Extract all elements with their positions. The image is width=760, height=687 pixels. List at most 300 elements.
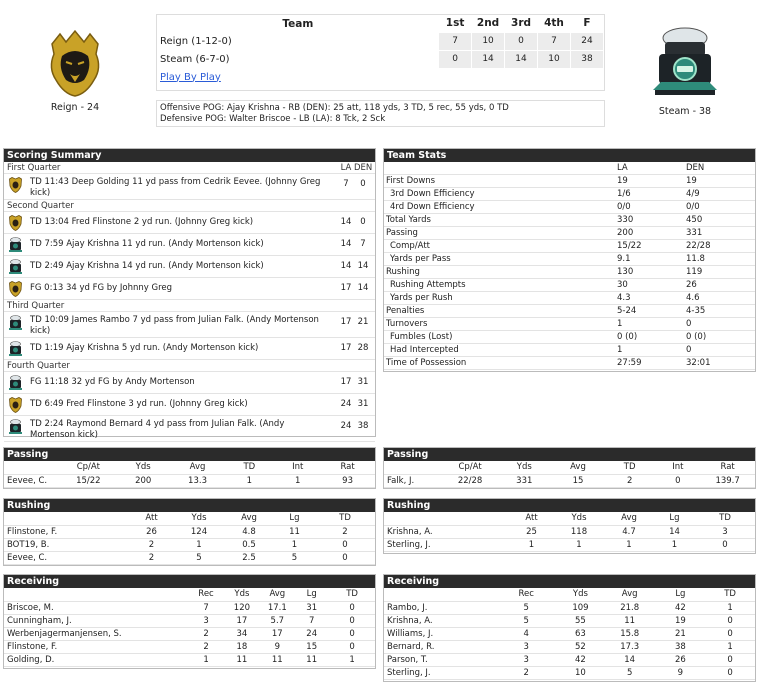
stat-den: 450 — [686, 215, 703, 225]
stat-value: 17 — [271, 628, 283, 639]
stat-label: Penalties — [386, 306, 425, 316]
stat-value: 26 — [146, 526, 157, 537]
stat-label: Comp/Att — [390, 241, 431, 251]
scoring-play-row — [4, 256, 375, 278]
rushing-den-table — [384, 512, 755, 552]
stat-value: 34 — [236, 628, 248, 639]
score-la: 14 — [340, 261, 352, 271]
stat-value: 5 — [196, 552, 202, 563]
stat-value: 21.8 — [620, 602, 640, 613]
rushing-den-panel — [383, 498, 756, 554]
stat-den: 4/9 — [686, 189, 700, 199]
stat-value: 15 — [572, 475, 584, 486]
stat-value: 3 — [523, 654, 529, 665]
stat-value: 0 — [349, 641, 355, 652]
score-la: 24 — [340, 421, 352, 431]
col-yds: Yds — [516, 462, 532, 473]
col-player — [4, 512, 129, 525]
stat-value: 1 — [203, 654, 209, 665]
receiving-la-table — [4, 588, 375, 667]
col-avg: Avg — [241, 513, 257, 524]
col-rec: Rec — [198, 589, 214, 600]
scoring-play-desc: TD 7:59 Ajay Krishna 11 yd run. (Andy Mortenson kick) — [30, 239, 264, 249]
stat-value: 11 — [236, 654, 248, 665]
stat-la: 9.1 — [617, 254, 631, 264]
scoring-play-row — [4, 278, 375, 300]
player-name: Krishna, A. — [387, 615, 433, 626]
scoring-play-row — [4, 212, 375, 234]
receiving-la-panel — [3, 574, 376, 669]
stat-la: 4.3 — [617, 293, 631, 303]
scoring-play-desc: FG 11:18 32 yd FG by Andy Mortenson — [30, 377, 195, 387]
stat-value: 11 — [271, 654, 283, 665]
score-la: 17 — [340, 317, 352, 327]
stat-value: 2 — [203, 628, 209, 639]
stat-value: 38 — [674, 641, 686, 652]
stat-value: 1 — [349, 654, 355, 665]
table-row — [4, 525, 375, 538]
stat-la: 200 — [617, 228, 634, 238]
score-den: 31 — [357, 377, 369, 387]
score-la: 24 — [340, 399, 352, 409]
table-row — [4, 474, 375, 487]
stat-value: 7 — [203, 602, 209, 613]
quarter-header — [4, 300, 375, 312]
passing-den-panel — [383, 447, 756, 489]
col-den: DEN — [354, 163, 373, 173]
table-row — [384, 538, 755, 551]
team-stat-row — [384, 305, 755, 318]
col-cpat: Cp/At — [76, 462, 100, 473]
col-td: TD — [346, 589, 358, 600]
stat-value: 2 — [148, 539, 155, 550]
stat-value: 0 — [722, 539, 728, 550]
stat-value: 0 — [727, 654, 733, 665]
stat-la: 5-24 — [617, 306, 637, 316]
stat-value: 118 — [570, 526, 588, 537]
score-den: 38 — [357, 421, 369, 431]
stat-den: 26 — [686, 280, 697, 290]
team-stat-row — [384, 214, 755, 227]
scoreboard-row-steam — [157, 50, 604, 68]
table-row — [4, 601, 375, 614]
stat-value: 3 — [203, 615, 209, 626]
stat-label: Yards per Rush — [390, 293, 453, 303]
stat-value: 0 — [727, 667, 733, 678]
stat-la: 1 — [617, 345, 623, 355]
player-name: Krishna, A. — [387, 526, 433, 537]
team-stat-row — [384, 344, 755, 357]
score-den: 0 — [360, 179, 366, 189]
score-final: 24 — [570, 32, 603, 50]
team-stats-header-row — [384, 162, 755, 175]
col-player — [384, 512, 509, 525]
col-avg: Avg — [621, 589, 638, 600]
score-la: 17 — [340, 283, 352, 293]
col-att: Att — [525, 513, 538, 524]
scoring-play-desc: TD 10:09 James Rambo 7 yd pass from Julian Falk. (Andy Mortenson kick) — [30, 315, 319, 336]
quarter-header — [4, 162, 375, 174]
stat-label: Rushing Attempts — [390, 280, 466, 290]
stat-value: 26 — [674, 654, 686, 665]
scoring-play-row — [4, 416, 375, 442]
stat-den: 22/28 — [686, 241, 711, 251]
stat-value: 1 — [671, 539, 678, 550]
steam-logo-icon — [8, 341, 23, 357]
team-stat-row — [384, 253, 755, 266]
scoring-play-desc: FG 0:13 34 yd FG by Johnny Greg — [30, 283, 173, 293]
stat-value: 15/22 — [76, 475, 101, 486]
score-la: 14 — [340, 239, 352, 249]
col-td: TD — [243, 462, 256, 473]
stat-value: 2 — [148, 552, 155, 563]
scoring-play-desc: TD 11:43 Deep Golding 11 yd pass from Cedrik Eevee. (Johnny Greg kick) — [30, 177, 321, 198]
col-player — [4, 461, 62, 474]
col-avg: Avg — [570, 462, 586, 473]
team-stat-row — [384, 331, 755, 344]
stat-la: 130 — [617, 267, 634, 277]
player-name: Eevee, C. — [7, 475, 48, 486]
player-name: Golding, D. — [7, 654, 55, 665]
col-player — [4, 588, 189, 601]
col-la: LA — [340, 163, 352, 173]
team-stat-row — [384, 318, 755, 331]
steam-logo-icon — [8, 315, 23, 331]
stat-value: 9 — [274, 641, 281, 652]
col-int: Int — [672, 462, 684, 473]
col-lg: Lg — [306, 589, 317, 600]
stat-value: 11 — [306, 654, 318, 665]
stat-value: 1 — [626, 539, 632, 550]
stat-label: Total Yards — [386, 215, 431, 225]
stat-value: 93 — [342, 475, 353, 486]
stat-den: 119 — [686, 267, 703, 277]
stat-label: Yards per Pass — [390, 254, 451, 264]
table-row — [4, 653, 375, 666]
stat-value: 19 — [674, 615, 686, 626]
col-4th: 4th — [544, 17, 564, 30]
stat-label: Passing — [386, 228, 418, 238]
stat-value: 14 — [624, 654, 636, 665]
stat-den: 4-35 — [686, 306, 706, 316]
stat-value: 1 — [196, 539, 202, 550]
stat-value: 7 — [308, 615, 315, 626]
scoring-play-row — [4, 338, 375, 360]
stat-value: 4.7 — [622, 526, 636, 537]
stat-value: 124 — [190, 526, 208, 537]
stat-den: 0 — [686, 345, 692, 355]
stat-value: 4.8 — [242, 526, 256, 537]
receiving-la-title: Receiving — [4, 575, 375, 588]
team-stats-panel — [383, 148, 756, 372]
stat-value: 15 — [306, 641, 318, 652]
table-row — [384, 601, 755, 614]
receiving-den-table — [384, 588, 755, 680]
col-yds: Yds — [572, 589, 588, 600]
col-td: TD — [724, 589, 736, 600]
offensive-pog: Offensive POG: Ajay Krishna - RB (DEN): 25 att, 118 yds, 3 TD, 5 rec, 55 yds, 0 TD — [160, 103, 509, 113]
stat-value: 63 — [575, 628, 586, 639]
reign-logo[interactable] — [44, 28, 106, 98]
player-name: Werbenjagermanjensen, S. — [7, 628, 122, 639]
table-row — [384, 614, 755, 627]
score-den: 14 — [357, 283, 369, 293]
stat-value: 2 — [523, 667, 529, 678]
stat-value: 0 — [342, 552, 348, 563]
table-row — [4, 538, 375, 551]
score-la: 17 — [340, 343, 352, 353]
stat-value: 0 — [727, 615, 733, 626]
scoring-play-row — [4, 372, 375, 394]
reign-logo-icon — [8, 177, 23, 193]
reign-logo-icon — [8, 397, 23, 413]
table-row — [384, 474, 755, 487]
table-header-row — [384, 461, 755, 474]
scoring-summary-panel — [3, 148, 376, 440]
col-den: DEN — [686, 163, 705, 173]
stat-la: 1/6 — [617, 189, 631, 199]
play-by-play-link[interactable]: Play By Play — [160, 71, 221, 83]
col-player — [384, 588, 495, 601]
stat-value: 21 — [674, 628, 686, 639]
col-lg: Lg — [669, 513, 680, 524]
defensive-pog: Defensive POG: Walter Briscoe - LB (LA): 8 Tck, 2 Sck — [160, 114, 386, 124]
stat-label: 4rd Down Efficiency — [390, 202, 475, 212]
stat-la: 0 (0) — [617, 332, 638, 342]
quarter-label: Second Quarter — [7, 201, 74, 211]
table-header-row — [4, 461, 375, 474]
stat-den: 32:01 — [686, 358, 711, 368]
steam-logo[interactable] — [647, 24, 723, 102]
rushing-den-title: Rushing — [384, 499, 755, 512]
stat-value: 5 — [523, 602, 529, 613]
stat-value: 31 — [306, 602, 318, 613]
player-name: Bernard, R. — [387, 641, 435, 652]
table-header-row — [4, 512, 375, 525]
team-name: Reign (1-12-0) — [160, 35, 232, 47]
table-row — [4, 614, 375, 627]
receiving-den-panel — [383, 574, 756, 682]
players-of-game — [156, 100, 605, 127]
score-den: 21 — [357, 317, 369, 327]
stat-den: 0/0 — [686, 202, 700, 212]
stat-value: 55 — [575, 615, 586, 626]
stat-la: 19 — [617, 176, 628, 186]
table-row — [384, 640, 755, 653]
scoreboard — [156, 14, 605, 91]
score-den: 7 — [360, 239, 366, 249]
stat-value: 1 — [576, 539, 582, 550]
col-la: LA — [617, 163, 628, 173]
col-rat: Rat — [340, 462, 355, 473]
team-stat-row — [384, 266, 755, 279]
stat-value: 14 — [669, 526, 680, 537]
stat-value: 139.7 — [715, 475, 740, 486]
passing-la-table — [4, 461, 375, 488]
col-td: TD — [719, 513, 731, 524]
stat-value: 1 — [291, 539, 298, 550]
col-avg: Avg — [189, 462, 206, 473]
col-td: TD — [339, 513, 351, 524]
stat-den: 19 — [686, 176, 697, 186]
passing-den-title: Passing — [384, 448, 755, 461]
steam-caption: Steam - 38 — [658, 106, 712, 117]
stat-value: 2 — [626, 475, 633, 486]
rushing-la-panel — [3, 498, 376, 566]
quarter-header — [4, 360, 375, 372]
score-q2: 10 — [472, 32, 505, 50]
stat-value: 25 — [526, 526, 537, 537]
stat-den: 0 — [686, 319, 692, 329]
score-den: 31 — [357, 399, 369, 409]
stat-den: 0 (0) — [686, 332, 707, 342]
col-lg: Lg — [675, 589, 686, 600]
stat-value: 42 — [575, 654, 586, 665]
score-la: 14 — [340, 217, 352, 227]
score-den: 0 — [360, 217, 366, 227]
score-q4: 10 — [538, 50, 571, 68]
receiving-den-title: Receiving — [384, 575, 755, 588]
col-rec: Rec — [518, 589, 534, 600]
stat-value: 3 — [722, 526, 728, 537]
reign-caption: Reign - 24 — [50, 102, 100, 113]
col-yds: Yds — [571, 513, 587, 524]
player-name: Briscoe, M. — [7, 602, 54, 613]
player-name: Eevee, C. — [7, 552, 48, 563]
stat-la: 1 — [617, 319, 623, 329]
stat-label: 3rd Down Efficiency — [390, 189, 475, 199]
stat-value: 10 — [575, 667, 586, 678]
stat-value: 17.3 — [620, 641, 640, 652]
col-yds: Yds — [135, 462, 151, 473]
table-header-row — [384, 588, 755, 601]
stat-value: 22/28 — [457, 475, 483, 486]
team-stats-title: Team Stats — [384, 149, 755, 162]
stat-value: 18 — [236, 641, 248, 652]
stat-label: Rushing — [386, 267, 420, 277]
stat-den: 11.8 — [686, 254, 705, 264]
stat-value: 24 — [306, 628, 318, 639]
score-den: 28 — [357, 343, 369, 353]
passing-la-title: Passing — [4, 448, 375, 461]
col-2nd: 2nd — [476, 17, 500, 30]
stat-la: 0/0 — [617, 202, 631, 212]
team-stat-row — [384, 201, 755, 214]
score-q1: 0 — [439, 50, 472, 68]
scoring-play-row — [4, 234, 375, 256]
stat-den: 4.6 — [686, 293, 700, 303]
col-cpat: Cp/At — [458, 462, 482, 473]
stat-value: 2 — [203, 641, 209, 652]
stat-value: 0.5 — [242, 539, 256, 550]
stat-la: 15/22 — [617, 241, 642, 251]
player-name: Rambo, J. — [387, 602, 428, 613]
team-name: Steam (6-7-0) — [160, 53, 230, 65]
quarter-label: Fourth Quarter — [7, 361, 70, 371]
team-stat-row — [384, 292, 755, 305]
stat-label: Fumbles (Lost) — [390, 332, 453, 342]
table-header-row — [384, 512, 755, 525]
scoring-play-desc: TD 6:49 Fred Flinstone 3 yd run. (Johnny Greg kick) — [30, 399, 248, 409]
stat-label: Turnovers — [386, 319, 428, 329]
col-lg: Lg — [289, 513, 300, 524]
stat-value: 0 — [675, 475, 681, 486]
score-final: 38 — [570, 50, 603, 68]
steam-team-block — [640, 24, 730, 117]
col-player — [384, 461, 444, 474]
stat-value: 17.1 — [267, 602, 287, 613]
stat-value: 5 — [626, 667, 633, 678]
scoring-play-desc: TD 2:49 Ajay Krishna 14 yd run. (Andy Mortenson kick) — [30, 261, 264, 271]
stat-value: 200 — [135, 475, 152, 486]
stat-value: 11 — [289, 526, 300, 537]
stat-value: 0 — [342, 539, 348, 550]
player-name: Cunningham, J. — [7, 615, 72, 626]
score-q3: 0 — [505, 32, 538, 50]
col-avg: Avg — [269, 589, 286, 600]
table-row — [4, 627, 375, 640]
stat-value: 109 — [572, 602, 589, 613]
col-final: F — [583, 17, 591, 30]
team-stat-row — [384, 357, 755, 370]
stat-value: 5 — [523, 615, 529, 626]
player-name: Williams, J. — [387, 628, 434, 639]
stat-value: 1 — [528, 539, 535, 550]
stat-value: 0 — [727, 628, 733, 639]
col-rat: Rat — [720, 462, 735, 473]
stat-value: 1 — [727, 602, 733, 613]
reign-logo-icon — [8, 215, 23, 231]
quarter-label: First Quarter — [7, 163, 61, 173]
col-avg: Avg — [621, 513, 637, 524]
col-team: Team — [282, 17, 314, 30]
steam-logo-icon — [8, 375, 23, 391]
score-q1: 7 — [439, 32, 472, 50]
quarter-header — [4, 200, 375, 212]
rushing-la-title: Rushing — [4, 499, 375, 512]
stat-value: 0 — [349, 628, 355, 639]
stat-label: Time of Possession — [386, 358, 467, 368]
col-yds: Yds — [234, 589, 250, 600]
team-stat-row — [384, 227, 755, 240]
stat-la: 30 — [617, 280, 628, 290]
passing-la-panel — [3, 447, 376, 489]
stat-value: 13.3 — [188, 475, 207, 486]
steam-logo-icon — [8, 237, 23, 253]
stat-value: 52 — [575, 641, 586, 652]
table-row — [384, 627, 755, 640]
scoring-play-row — [4, 312, 375, 338]
col-3rd: 3rd — [511, 17, 532, 30]
stat-value: 11 — [624, 615, 636, 626]
player-name: Flinstone, F. — [7, 526, 58, 537]
stat-value: 0 — [349, 602, 355, 613]
team-stat-row — [384, 240, 755, 253]
team-stat-row — [384, 188, 755, 201]
stat-value: 331 — [516, 475, 533, 486]
scoring-play-desc: TD 13:04 Fred Flinstone 2 yd run. (Johnny Greg kick) — [30, 217, 254, 227]
stat-value: 1 — [727, 641, 733, 652]
stat-value: 4 — [523, 628, 529, 639]
steam-logo-icon — [8, 419, 23, 435]
score-den: 14 — [357, 261, 369, 271]
stat-la: 330 — [617, 215, 634, 225]
stat-value: 42 — [674, 602, 686, 613]
stat-label: Had Intercepted — [390, 345, 459, 355]
scoring-play-row — [4, 394, 375, 416]
stat-value: 120 — [233, 602, 251, 613]
scoring-play-row — [4, 174, 375, 200]
